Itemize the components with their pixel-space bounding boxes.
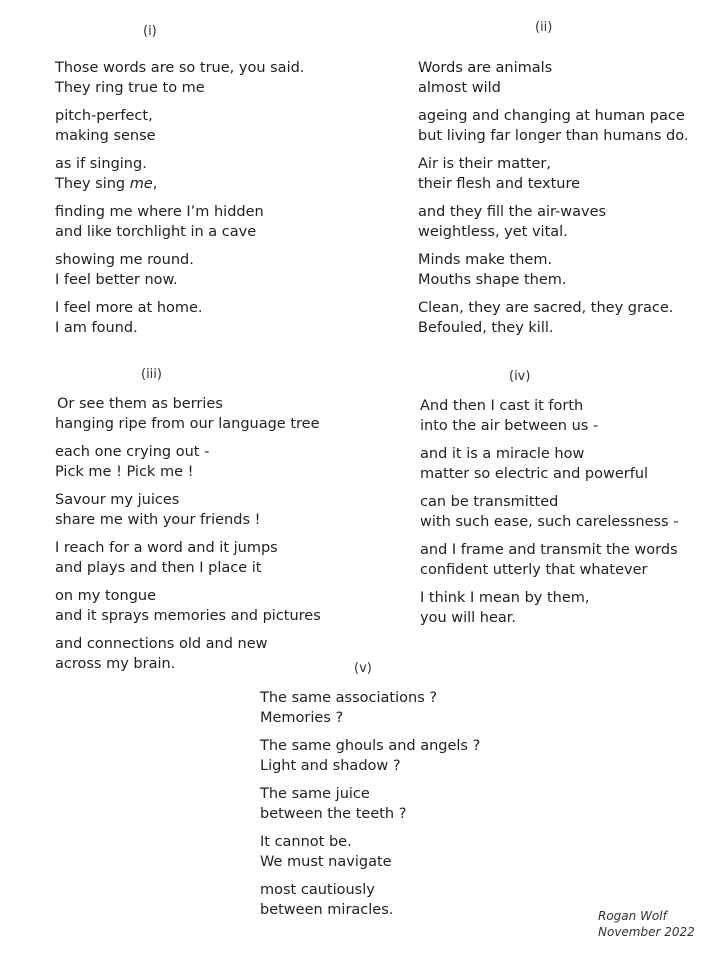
poem-line: Mouths shape them.: [418, 272, 567, 288]
poem-section-iv: [420, 396, 678, 636]
poem-line: They ring true to me: [55, 80, 205, 96]
poem-line: Those words are so true, you said.: [55, 60, 305, 76]
poem-line: I am found.: [55, 320, 138, 336]
stanza: [55, 538, 321, 578]
poem-line: We must navigate: [260, 854, 392, 870]
stanza: [260, 784, 480, 824]
poem-line: finding me where I’m hidden: [55, 204, 264, 220]
poem-line: into the air between us -: [420, 418, 599, 434]
stanza: [55, 586, 321, 626]
poem-line: I feel more at home.: [55, 300, 203, 316]
poem-line: but living far longer than humans do.: [418, 128, 689, 144]
poem-line: Savour my juices: [55, 492, 180, 508]
poem-line: you will hear.: [420, 610, 517, 626]
stanza: [260, 880, 480, 920]
poem-line: can be transmitted: [420, 494, 559, 510]
poem-line: and connections old and new: [55, 636, 268, 652]
poem-line: hanging ripe from our language tree: [55, 416, 320, 432]
section-numeral-iv: (iv): [509, 369, 531, 384]
signature: [598, 908, 695, 940]
poem-line: It cannot be.: [260, 834, 352, 850]
poem-line: Minds make them.: [418, 252, 553, 268]
stanza: [55, 250, 304, 290]
stanza: [420, 492, 678, 532]
signature-date: November 2022: [598, 925, 695, 939]
stanza: [55, 154, 304, 194]
poem-section-ii: [418, 58, 688, 346]
stanza: [418, 106, 688, 146]
poem-line: matter so electric and powerful: [420, 466, 649, 482]
emphasized-word: me: [129, 176, 153, 192]
poem-line: I feel better now.: [55, 272, 178, 288]
poem-line: showing me round.: [55, 252, 194, 268]
poem-line: each one crying out -: [55, 444, 210, 460]
stanza: [55, 442, 321, 482]
poem-line: their flesh and texture: [418, 176, 581, 192]
poem-line: almost wild: [418, 80, 501, 96]
poem-line: The same associations ?: [260, 690, 438, 706]
poem-line: and it is a miracle how: [420, 446, 585, 462]
section-numeral-ii: (ii): [535, 20, 553, 35]
poem-line: I reach for a word and it jumps: [55, 540, 278, 556]
stanza: [260, 736, 480, 776]
stanza: [418, 298, 688, 338]
poem-line: on my tongue: [55, 588, 157, 604]
stanza: [55, 490, 321, 530]
poem-line: confident utterly that whatever: [420, 562, 648, 578]
poem-line: and plays and then I place it: [55, 560, 262, 576]
poem-line: pitch-perfect,: [55, 108, 153, 124]
stanza: [420, 444, 678, 484]
poem-line: ageing and changing at human pace: [418, 108, 685, 124]
stanza: [418, 202, 688, 242]
stanza: [55, 106, 304, 146]
poem-line: And then I cast it forth: [420, 398, 584, 414]
section-numeral-i: (i): [143, 24, 157, 39]
stanza: [260, 832, 480, 872]
section-numeral-iii: (iii): [141, 367, 162, 382]
poem-line: between the teeth ?: [260, 806, 407, 822]
poem-line: across my brain.: [55, 656, 176, 672]
stanza: [420, 588, 678, 628]
poem-section-v: [260, 688, 480, 928]
poem-line: Memories ?: [260, 710, 344, 726]
poem-line: most cautiously: [260, 882, 375, 898]
stanza: [418, 58, 688, 98]
poem-line: The same juice: [260, 786, 370, 802]
stanza: [420, 396, 678, 436]
poem-line: The same ghouls and angels ?: [260, 738, 481, 754]
stanza: [55, 634, 321, 674]
poem-line: and I frame and transmit the words: [420, 542, 678, 558]
poem-line: as if singing.: [55, 156, 147, 172]
poem-line: making sense: [55, 128, 156, 144]
stanza: [418, 154, 688, 194]
poem-line: Clean, they are sacred, they grace.: [418, 300, 674, 316]
poem-line: Words are animals: [418, 60, 553, 76]
poem-line: Befouled, they kill.: [418, 320, 554, 336]
poem-line: and it sprays memories and pictures: [55, 608, 321, 624]
stanza: [420, 540, 678, 580]
stanza: [55, 298, 304, 338]
poem-line: weightless, yet vital.: [418, 224, 568, 240]
poem-line: and they fill the air-waves: [418, 204, 607, 220]
stanza: [418, 250, 688, 290]
stanza: [55, 202, 304, 242]
poem-line: between miracles.: [260, 902, 394, 918]
author-name: Rogan Wolf: [598, 909, 667, 923]
poem-line-emphasis: They sing me,: [55, 176, 158, 192]
poem-section-i: [55, 58, 304, 346]
poem-line: with such ease, such carelessness -: [420, 514, 679, 530]
poem-line: share me with your friends !: [55, 512, 261, 528]
poem-section-iii: [55, 394, 321, 682]
section-numeral-v: (v): [354, 661, 372, 676]
poem-line: and like torchlight in a cave: [55, 224, 257, 240]
poem-line: Or see them as berries: [57, 396, 223, 412]
stanza: [55, 394, 321, 434]
poem-line: Light and shadow ?: [260, 758, 401, 774]
poem-line: Pick me ! Pick me !: [55, 464, 194, 480]
poem-line: Air is their matter,: [418, 156, 551, 172]
poem-line: I think I mean by them,: [420, 590, 590, 606]
stanza: [260, 688, 480, 728]
stanza: [55, 58, 304, 98]
